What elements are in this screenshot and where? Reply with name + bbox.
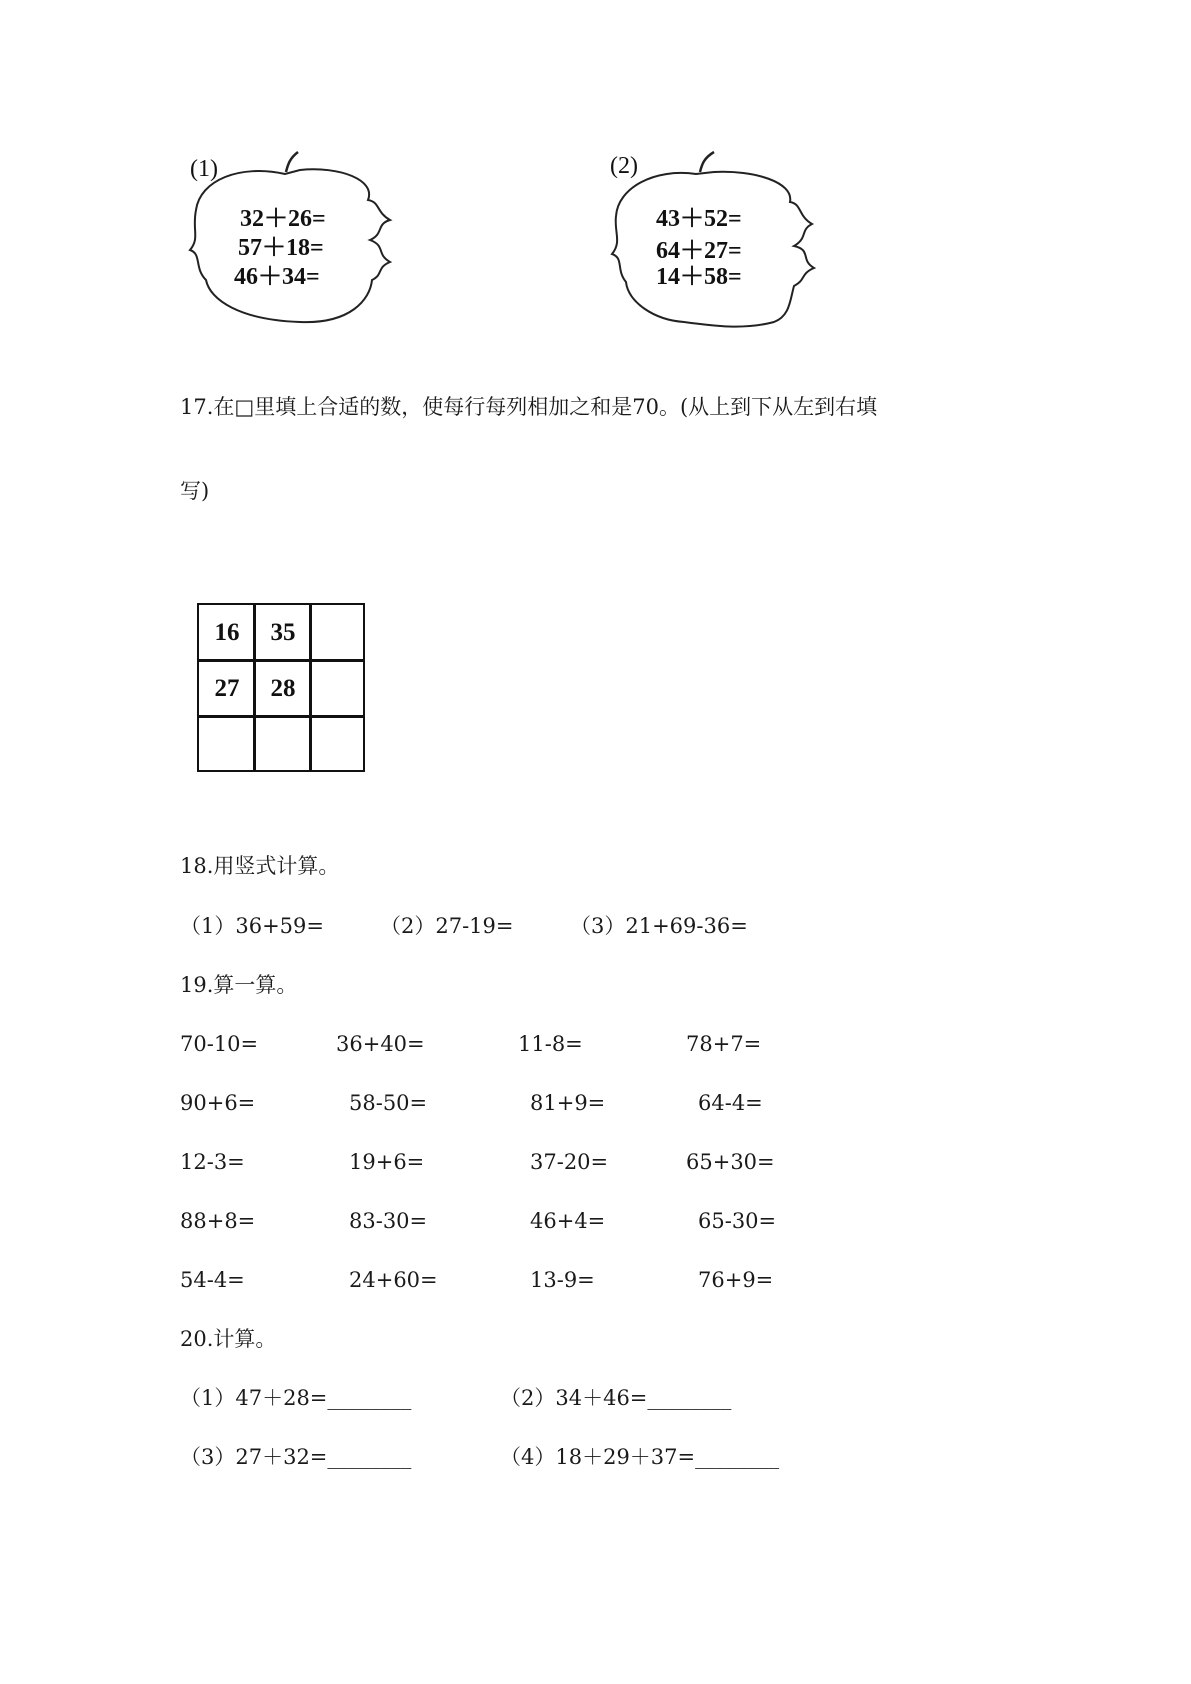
grid-cell[interactable]	[255, 717, 311, 773]
q17-text-line2: 写)	[180, 479, 210, 503]
q18-title: 18.用竖式计算。	[180, 854, 340, 878]
blob-label: (2)	[610, 153, 638, 179]
q19-title: 19.算一算。	[180, 973, 298, 997]
q20-item: （1）47＋28=________	[180, 1386, 412, 1410]
q17-text-line1: 17.在□里填上合适的数，使每行每列相加之和是70。(从上到下从左到右填	[180, 395, 878, 419]
q19-item: 65+30=	[686, 1150, 775, 1174]
blob-equation: 46＋34=	[234, 264, 320, 290]
q19-item: 78+7=	[686, 1032, 762, 1056]
q19-item: 12-3=	[180, 1150, 245, 1174]
q19-item: 37-20=	[530, 1150, 609, 1174]
blob-equation: 14＋58=	[656, 264, 742, 290]
q19-item: 13-9=	[530, 1268, 595, 1292]
grid-cell[interactable]: 16	[214, 619, 240, 646]
q20-item: （2）34＋46=________	[500, 1386, 732, 1410]
grid-cell[interactable]	[199, 717, 255, 773]
q19-item: 88+8=	[180, 1209, 256, 1233]
blob-equation: 43＋52=	[656, 206, 742, 232]
q19-item: 46+4=	[530, 1209, 606, 1233]
q18-item: （2）27-19=	[380, 914, 514, 938]
q17-grid	[197, 603, 365, 772]
blob-equation: 32＋26=	[240, 206, 326, 232]
q19-item: 58-50=	[349, 1091, 428, 1115]
blob-label: (1)	[190, 156, 218, 182]
grid-cell[interactable]	[311, 605, 367, 661]
blob-equation: 64＋27=	[656, 238, 742, 264]
q19-item: 19+6=	[349, 1150, 425, 1174]
q19-item: 81+9=	[530, 1091, 606, 1115]
q19-item: 36+40=	[336, 1032, 425, 1056]
q20-item: （4）18＋29＋37=________	[500, 1445, 780, 1469]
q19-item: 24+60=	[349, 1268, 438, 1292]
q19-item: 54-4=	[180, 1268, 245, 1292]
grid-cell[interactable]	[311, 661, 367, 717]
grid-cell[interactable]: 28	[270, 675, 296, 702]
q19-item: 70-10=	[180, 1032, 259, 1056]
q18-item: （3）21+69-36=	[570, 914, 748, 938]
q19-item: 64-4=	[698, 1091, 763, 1115]
q19-item: 76+9=	[698, 1268, 774, 1292]
q19-item: 83-30=	[349, 1209, 428, 1233]
q19-item: 90+6=	[180, 1091, 256, 1115]
q18-item: （1）36+59=	[180, 914, 324, 938]
grid-cell[interactable]: 35	[270, 619, 296, 646]
q20-item: （3）27＋32=________	[180, 1445, 412, 1469]
q19-item: 65-30=	[698, 1209, 777, 1233]
q19-item: 11-8=	[518, 1032, 583, 1056]
q20-title: 20.计算。	[180, 1327, 277, 1351]
blob-equation: 57＋18=	[238, 235, 324, 261]
grid-cell[interactable]: 27	[214, 675, 240, 702]
grid-cell[interactable]	[311, 717, 367, 773]
